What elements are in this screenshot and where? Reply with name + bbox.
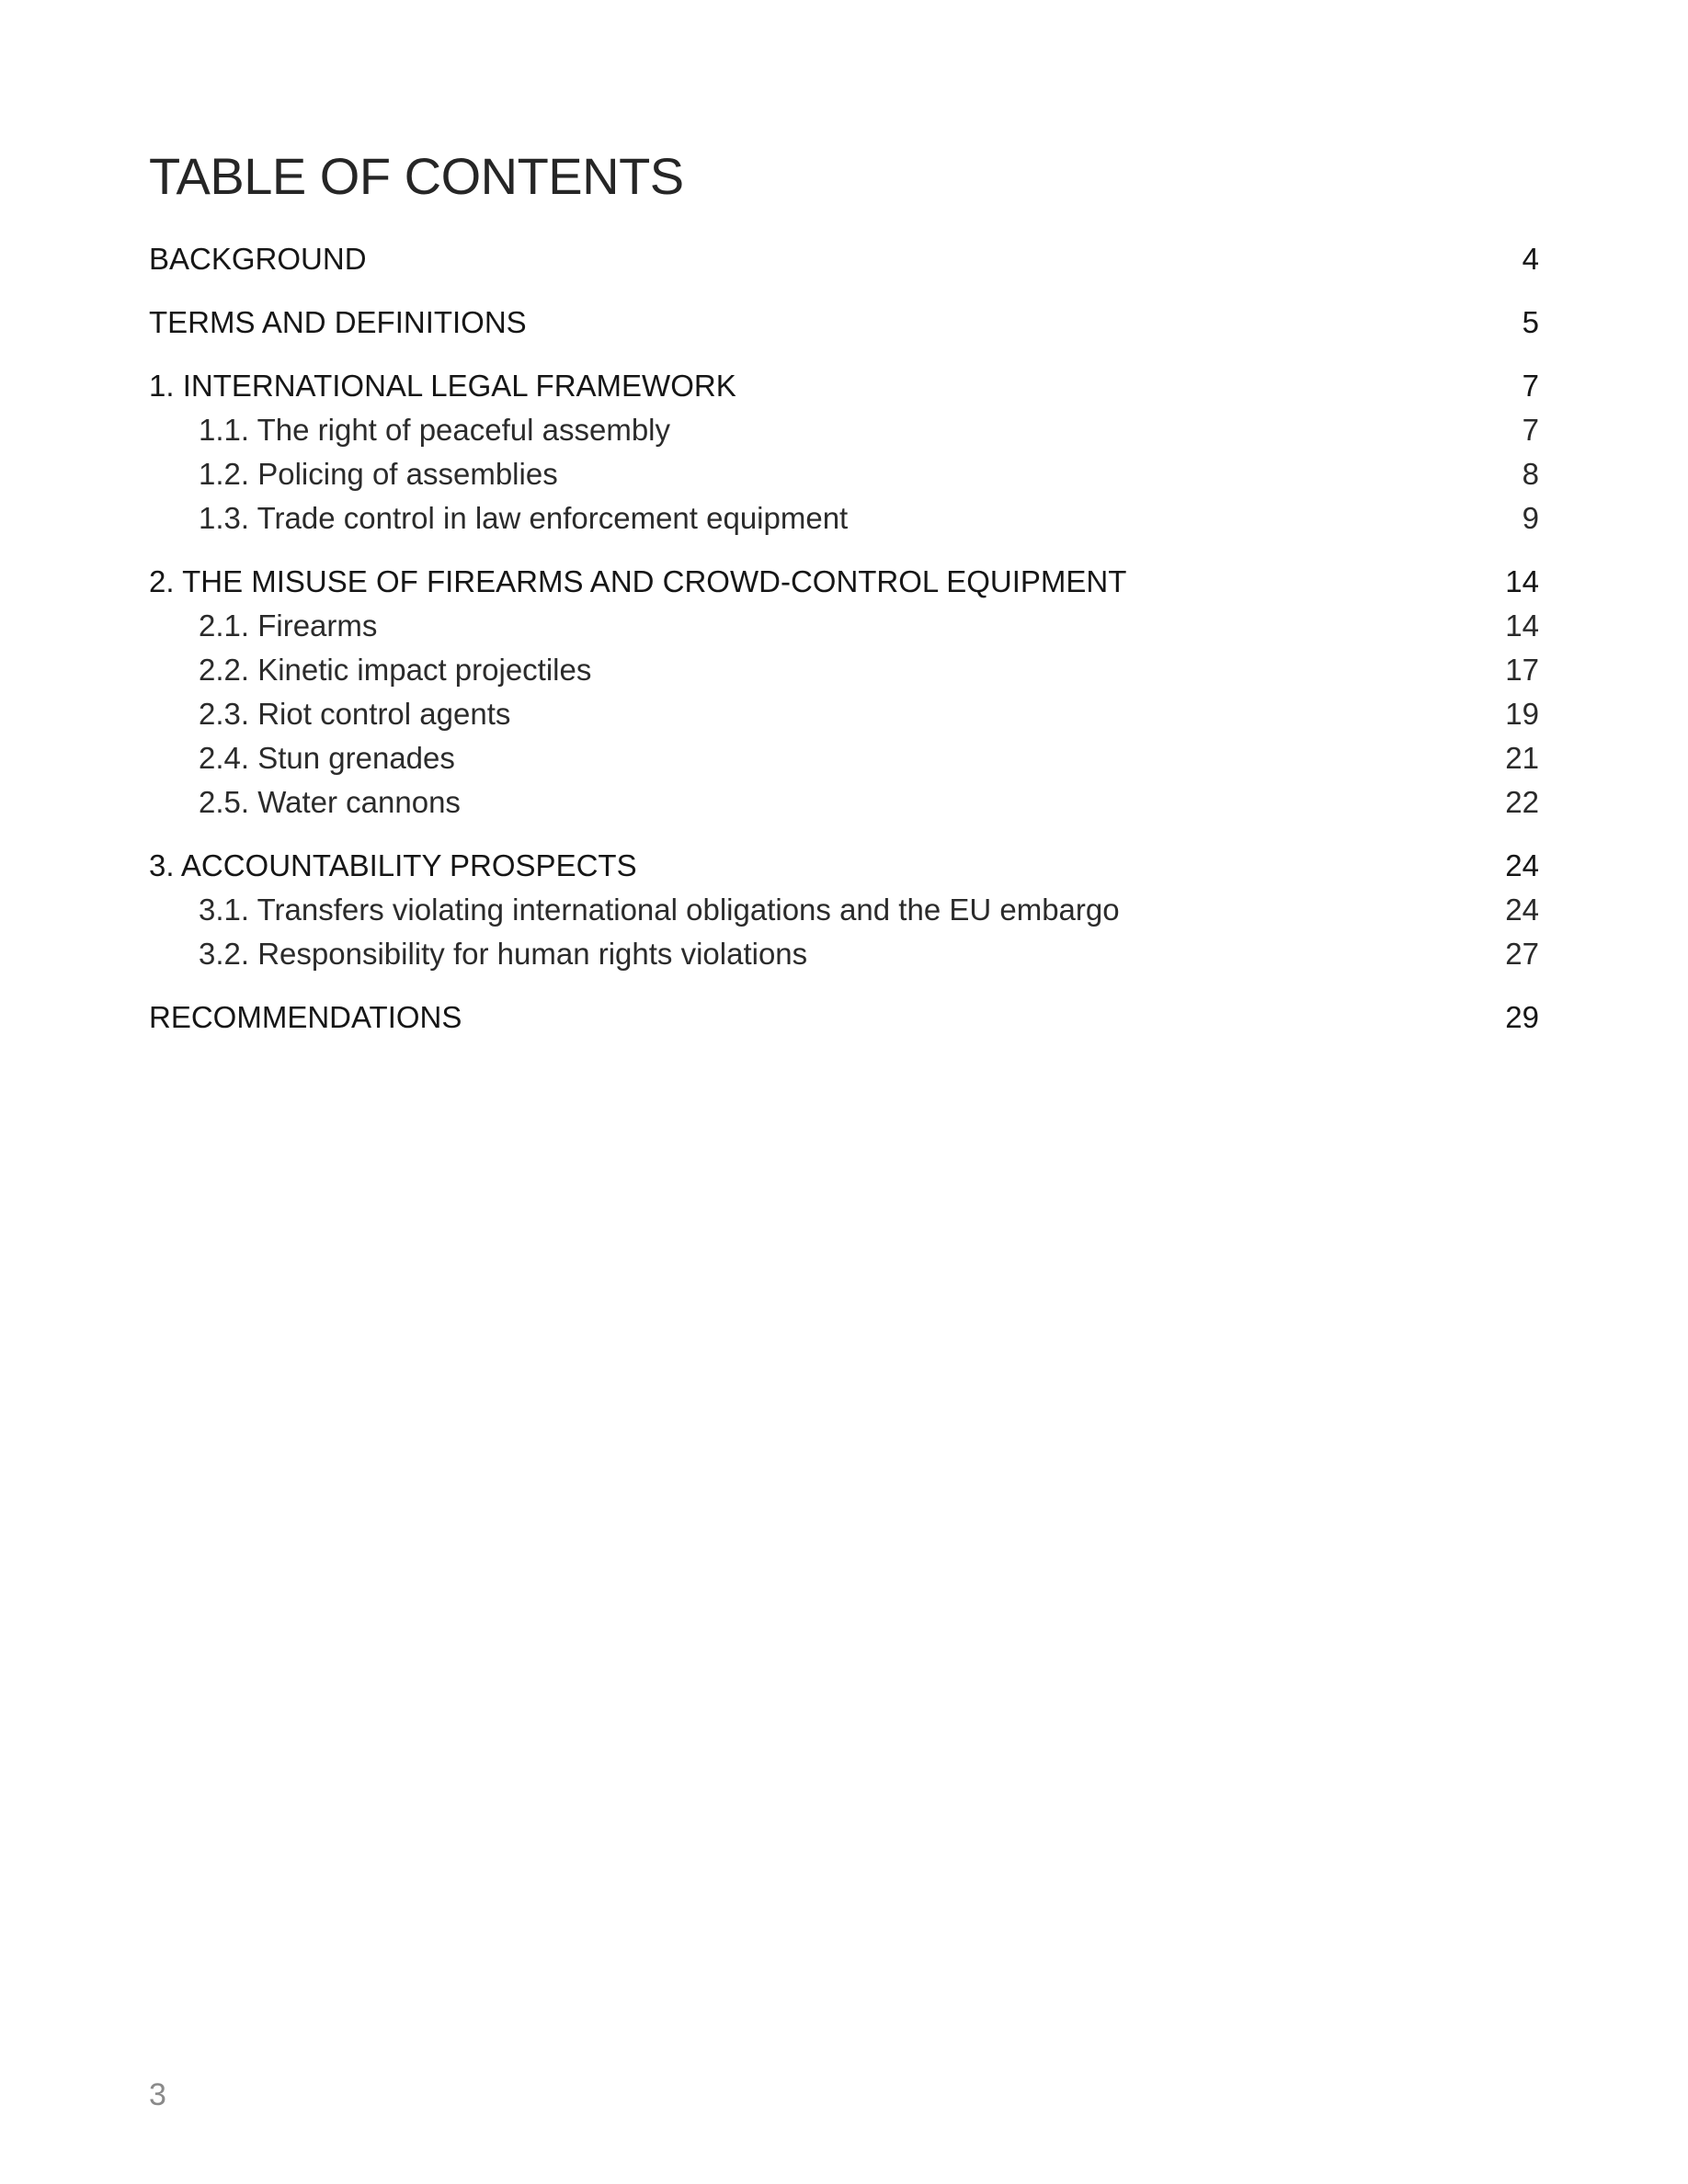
toc-section-accountability	[149, 844, 1539, 976]
toc-subentry-label: 2.5. Water cannons	[199, 785, 461, 819]
toc-subentry-page: 27	[1505, 937, 1539, 971]
page-number: 3	[149, 2077, 166, 2112]
toc-entry[interactable]	[149, 995, 1539, 1040]
toc-section-recommendations	[149, 995, 1539, 1040]
toc-subentry-label: 1.3. Trade control in law enforcement equipment	[199, 501, 849, 535]
toc-subentry[interactable]	[149, 496, 1539, 540]
toc-entry-page: 14	[1505, 564, 1539, 598]
toc-entry-label: 1. INTERNATIONAL LEGAL FRAMEWORK	[149, 369, 736, 403]
toc-subentry-page: 22	[1505, 785, 1539, 819]
toc-entry-label: 2. THE MISUSE OF FIREARMS AND CROWD-CONTROL EQUIPMENT	[149, 564, 1127, 598]
toc-subentry-label: 2.4. Stun grenades	[199, 741, 455, 775]
toc-subentry-label: 1.1. The right of peaceful assembly	[199, 413, 671, 447]
toc-entry[interactable]	[149, 844, 1539, 888]
toc-subentry[interactable]	[149, 648, 1539, 692]
document-page	[149, 0, 1539, 2184]
table-of-contents	[149, 237, 1539, 1059]
toc-entry[interactable]	[149, 560, 1539, 604]
toc-entry[interactable]	[149, 364, 1539, 408]
toc-entry[interactable]	[149, 301, 1539, 345]
toc-subentry-page: 7	[1522, 413, 1539, 447]
toc-entry-page: 29	[1505, 1000, 1539, 1034]
toc-entry-label: TERMS AND DEFINITIONS	[149, 305, 527, 339]
toc-subentry[interactable]	[149, 604, 1539, 648]
toc-entry-page: 4	[1522, 242, 1539, 276]
toc-subentry-label: 3.1. Transfers violating international obligations and the EU embargo	[199, 893, 1120, 927]
toc-subentry-label: 2.3. Riot control agents	[199, 697, 511, 731]
toc-subentry[interactable]	[149, 452, 1539, 496]
toc-subentry-page: 19	[1505, 697, 1539, 731]
toc-subentry-page: 17	[1505, 653, 1539, 687]
toc-subsection-list	[149, 888, 1539, 976]
toc-subentry-page: 21	[1505, 741, 1539, 775]
toc-subentry-page: 14	[1505, 609, 1539, 643]
page-title: TABLE OF CONTENTS	[149, 147, 684, 205]
toc-subentry-label: 2.2. Kinetic impact projectiles	[199, 653, 592, 687]
toc-entry-label: BACKGROUND	[149, 242, 367, 276]
toc-subsection-list	[149, 408, 1539, 540]
toc-subentry-page: 8	[1522, 457, 1539, 491]
toc-entry-label: 3. ACCOUNTABILITY PROSPECTS	[149, 848, 637, 882]
toc-subentry[interactable]	[149, 932, 1539, 976]
toc-section-background	[149, 237, 1539, 281]
toc-entry-label: RECOMMENDATIONS	[149, 1000, 462, 1034]
toc-entry-page: 24	[1505, 848, 1539, 882]
toc-entry[interactable]	[149, 237, 1539, 281]
toc-subentry[interactable]	[149, 692, 1539, 736]
toc-subentry[interactable]	[149, 780, 1539, 825]
toc-section-terms	[149, 301, 1539, 345]
toc-subentry-page: 9	[1522, 501, 1539, 535]
toc-subentry[interactable]	[149, 408, 1539, 452]
toc-subentry[interactable]	[149, 736, 1539, 780]
toc-subsection-list	[149, 604, 1539, 825]
toc-section-misuse	[149, 560, 1539, 825]
toc-subentry-label: 2.1. Firearms	[199, 609, 378, 643]
toc-subentry[interactable]	[149, 888, 1539, 932]
toc-entry-page: 7	[1522, 369, 1539, 403]
toc-subentry-page: 24	[1505, 893, 1539, 927]
toc-section-legal-framework	[149, 364, 1539, 540]
toc-subentry-label: 3.2. Responsibility for human rights violations	[199, 937, 808, 971]
toc-subentry-label: 1.2. Policing of assemblies	[199, 457, 558, 491]
toc-entry-page: 5	[1522, 305, 1539, 339]
